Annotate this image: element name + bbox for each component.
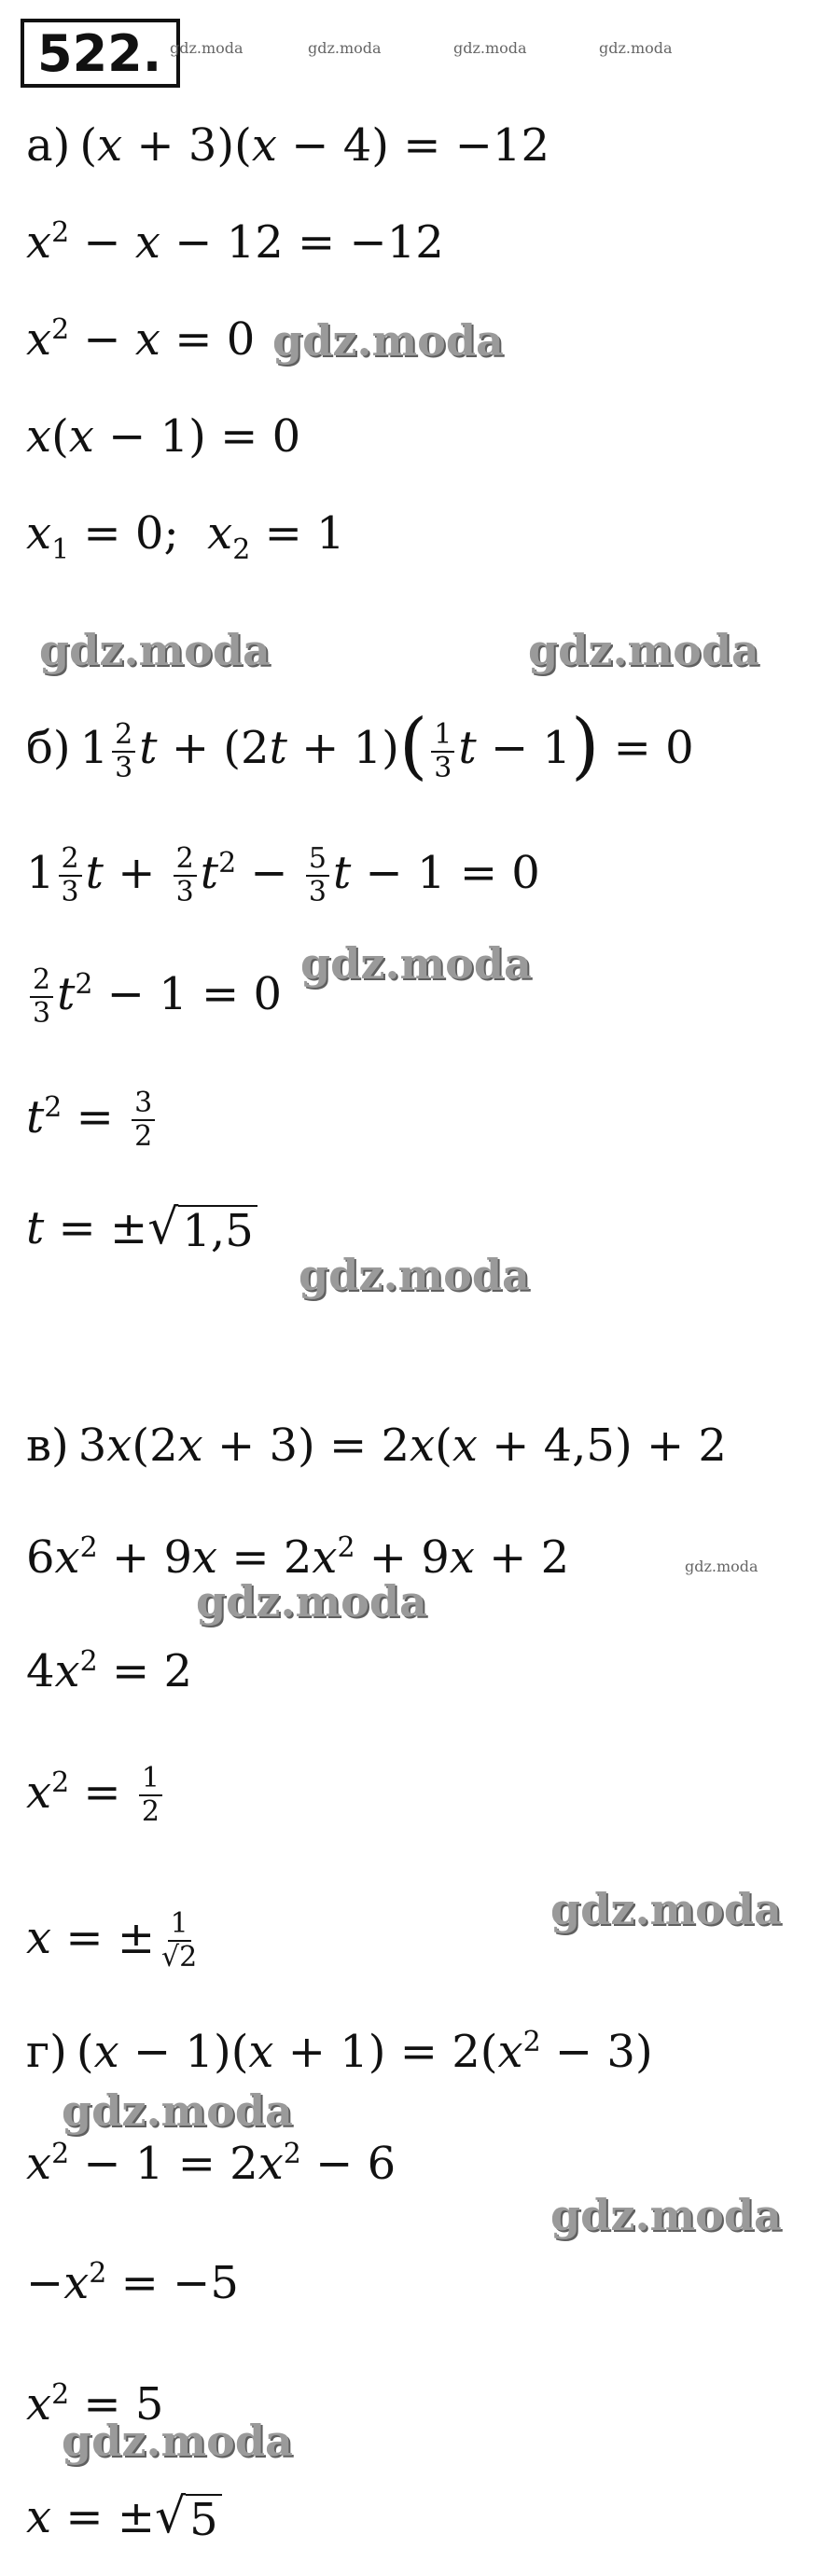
problem-number-box: 522. — [21, 19, 180, 88]
watermark: gdz.moda — [300, 938, 532, 989]
watermark: gdz.moda — [528, 625, 759, 675]
part-label: а) — [26, 119, 71, 172]
part-v-line-1: в) 3x(2x + 3) = 2x(x + 4,5) + 2 — [26, 1420, 727, 1472]
part-b-line-3: $\frac{2}{3}$ $t^2 - 1 = 0$ — [26, 964, 282, 1030]
watermark: gdz.moda — [685, 1558, 758, 1575]
part-a-line-1: а) (x + 3)(x − 4) = −12 — [26, 119, 550, 172]
watermark: gdz.moda — [550, 1884, 782, 1934]
watermark: gdz.moda — [196, 1576, 427, 1627]
watermark: gdz.moda — [62, 2416, 293, 2466]
watermark: gdz.moda — [308, 39, 382, 57]
part-g-line-1: г) $(x - 1)(x + 1) = 2(x^2 - 3)$ — [26, 2026, 653, 2078]
watermark: gdz.moda — [550, 2190, 782, 2240]
watermark: gdz.moda — [272, 315, 504, 366]
watermark: gdz.moda — [170, 39, 244, 57]
part-a-line-4: x(x − 1) = 0 — [26, 410, 301, 463]
part-a-line-3: $x^2 - x = 0$ — [26, 313, 256, 366]
part-a-line-5: $x_1 = 0$; $x_2 = 1$ — [26, 507, 345, 566]
part-v-line-5: x = ± $\frac{1}{√2}$ — [26, 1907, 198, 1974]
part-label: б) — [26, 722, 71, 774]
part-g-line-4: $x^2 = 5$ — [26, 2378, 164, 2431]
watermark: gdz.moda — [62, 2085, 293, 2136]
part-g-line-5: x = ± √ 5 — [26, 2488, 222, 2545]
watermark: gdz.moda — [299, 1250, 530, 1300]
watermark: gdz.moda — [453, 39, 527, 57]
watermark: gdz.moda — [599, 39, 673, 57]
part-g-line-2: $x^2 - 1 = 2x^2 - 6$ — [26, 2138, 397, 2190]
part-label: в) — [26, 1420, 69, 1472]
part-v-line-2: $6x^2 + 9x = 2x^2 + 9x + 2$ — [26, 1531, 570, 1584]
part-v-line-4: $x^2$ = $\frac{1}{2}$ — [26, 1763, 166, 1828]
part-v-line-3: $4x^2 = 2$ — [26, 1645, 192, 1697]
part-b-line-1: б) 1 $\frac{2}{3}$ t + (2t + 1)( $\frac{1}{3}$ t − 1) = 0 — [26, 704, 694, 788]
part-b-line-2: 1 $\frac{2}{3}$ t + $\frac{2}{3}$ $t^2$ − $\frac{5}{3}$ t − 1 = 0 — [26, 842, 540, 908]
part-label: г) — [26, 2026, 67, 2078]
part-g-line-3: $-x^2 = -5$ — [26, 2257, 239, 2309]
part-b-line-5: t = ± √ 1,5 — [26, 1199, 257, 1256]
part-b-line-4: $t^2$ = $\frac{3}{2}$ — [26, 1087, 159, 1153]
part-a-line-2: $x^2 - x - 12 = -12$ — [26, 216, 444, 269]
watermark: gdz.moda — [39, 625, 271, 675]
